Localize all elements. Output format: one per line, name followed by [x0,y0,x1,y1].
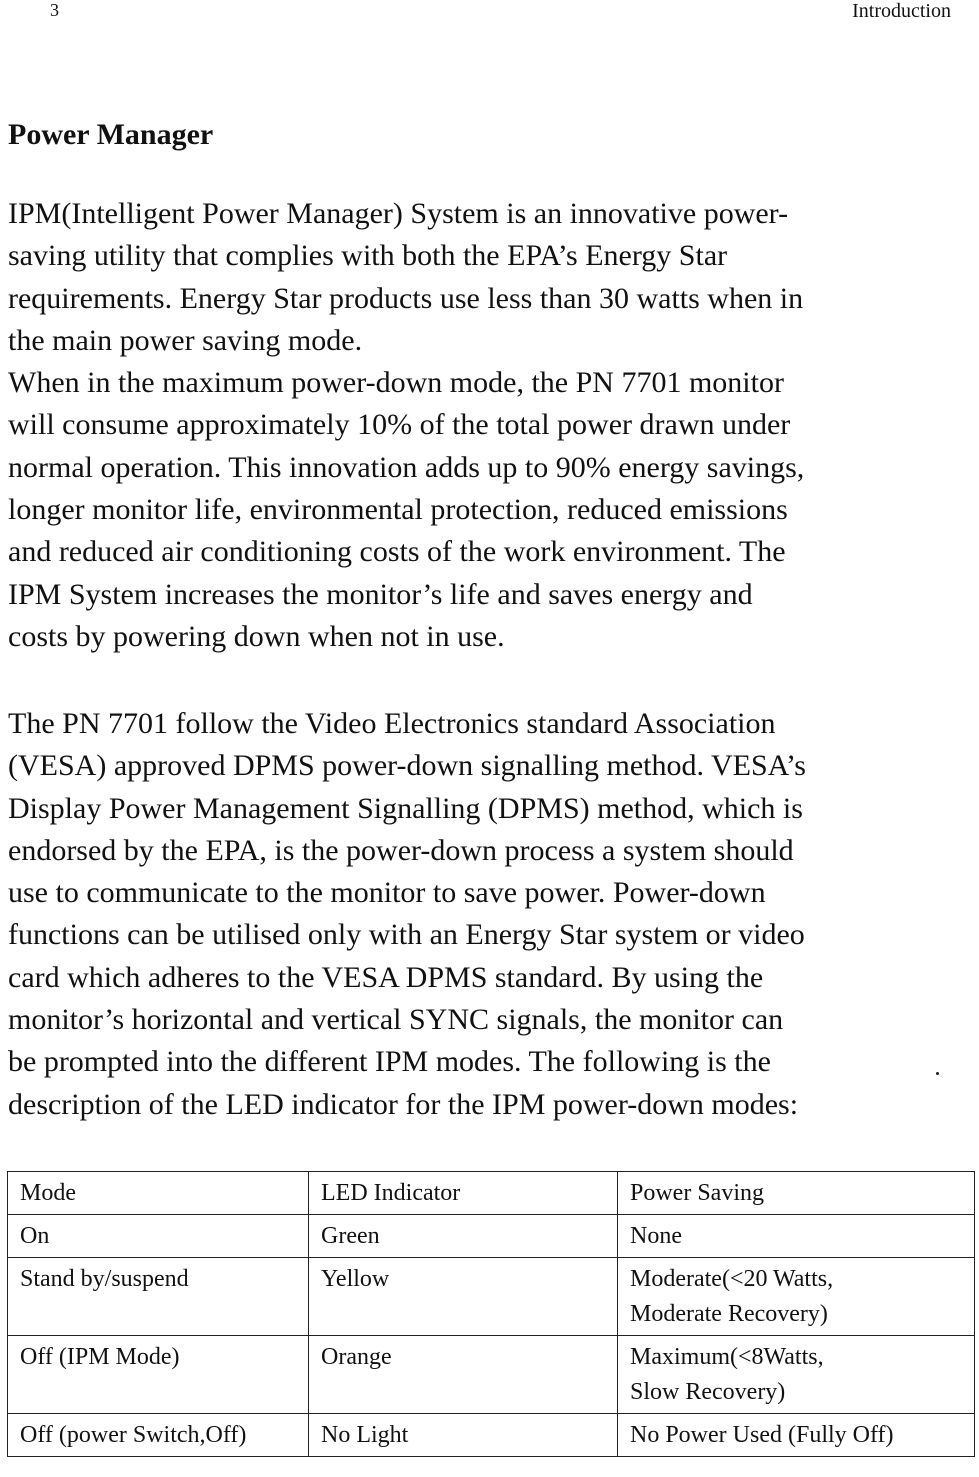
table-header-row [8,1172,975,1215]
text-line: longer monitor life, environmental protection, reduced emissions [8,493,788,527]
cell-led: Yellow [309,1258,618,1336]
page-number: 3 [50,0,59,20]
text-line: use to communicate to the monitor to save power. Power-down [8,876,766,910]
vesa-paragraph [8,703,970,1126]
intro-paragraph [8,193,970,658]
cell-saving-line: Moderate Recovery) [630,1301,828,1327]
text-line: and reduced air conditioning costs of the work environment. The [8,535,786,569]
text-line: description of the LED indicator for the IPM power-down modes: [8,1087,799,1121]
text-line: endorsed by the EPA, is the power-down process a system should [8,833,794,867]
table-row [8,1215,975,1258]
text-line: IPM System increases the monitor’s life and saves energy and [8,577,753,611]
text-line: When in the maximum power-down mode, the PN 7701 monitor [8,366,784,400]
text-line: the main power saving mode. [8,323,363,357]
text-line: Display Power Management Signalling (DPMS) method, which is [8,791,803,825]
header-power-saving: Power Saving [618,1172,975,1215]
cell-mode: Off (power Switch,Off) [8,1414,309,1457]
text-line: be prompted into the different IPM modes. The following is the [8,1045,771,1079]
text-line: card which adheres to the VESA DPMS standard. By using the [8,960,764,994]
text-line: IPM(Intelligent Power Manager) System is an innovative power- [8,197,789,230]
cell-mode: On [8,1215,309,1258]
cell-saving [618,1414,975,1457]
scan-speck [936,1072,939,1075]
text-line: normal operation. This innovation adds up to 90% energy savings, [8,450,805,484]
cell-led: Orange [309,1336,618,1414]
text-line: will consume approximately 10% of the total power drawn under [8,408,791,442]
text-line: saving utility that complies with both the EPA’s Energy Star [8,239,728,273]
text-line: The PN 7701 follow the Video Electronics standard Association [8,707,776,740]
section-heading: Power Manager [8,118,214,151]
text-line: requirements. Energy Star products use less than 30 watts when in [8,281,804,315]
text-line: costs by powering down when not in use. [8,619,505,653]
header-mode: Mode [8,1172,309,1215]
cell-saving-line: None [630,1223,682,1249]
text-line: (VESA) approved DPMS power-down signalling method. VESA’s [8,749,806,783]
cell-saving [618,1215,975,1258]
text-line: monitor’s horizontal and vertical SYNC signals, the monitor can [8,1003,784,1037]
led-indicator-table [7,1171,975,1457]
cell-saving [618,1258,975,1336]
table-row [8,1414,975,1457]
cell-saving [618,1336,975,1414]
cell-led: Green [309,1215,618,1258]
cell-saving-line: No Power Used (Fully Off) [630,1422,894,1448]
cell-saving-line: Slow Recovery) [630,1379,786,1405]
cell-saving-line: Maximum(<8Watts, [630,1344,824,1370]
cell-led: No Light [309,1414,618,1457]
header-led-indicator: LED Indicator [309,1172,618,1215]
cell-mode: Off (IPM Mode) [8,1336,309,1414]
running-header: Introduction [852,0,951,22]
cell-saving-line: Moderate(<20 Watts, [630,1266,834,1292]
table-row [8,1258,975,1336]
cell-mode: Stand by/suspend [8,1258,309,1336]
table-row [8,1336,975,1414]
text-line: functions can be utilised only with an Energy Star system or video [8,918,805,952]
